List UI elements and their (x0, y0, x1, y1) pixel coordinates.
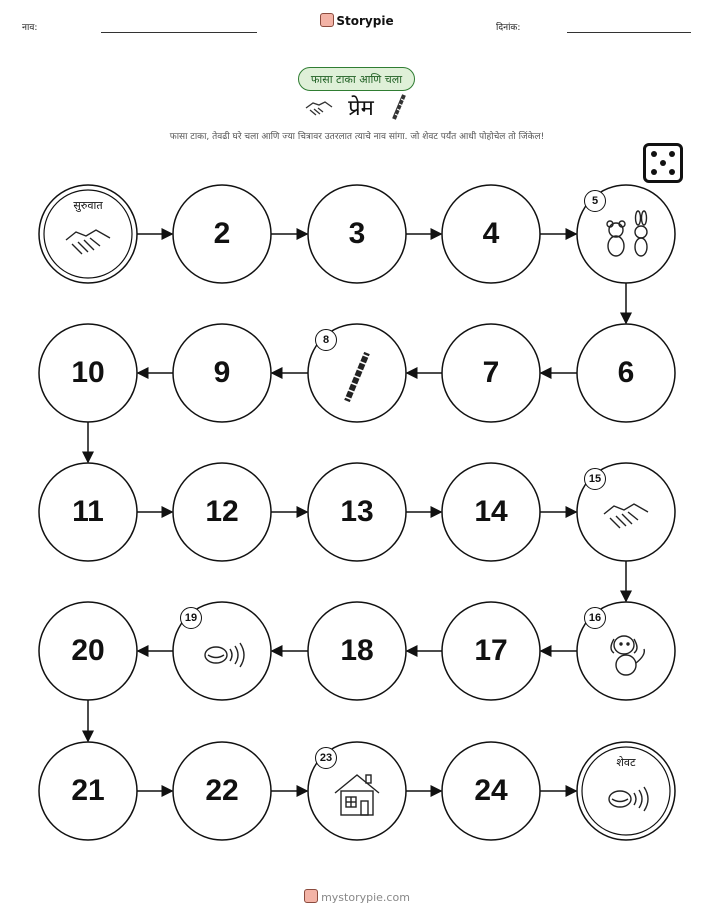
cell-number: 2 (213, 217, 231, 250)
cell-number: 3 (348, 217, 366, 250)
cell-number: 22 (205, 774, 239, 807)
cell-number: 12 (205, 495, 239, 528)
game-pill: फासा टाका आणि चला (298, 67, 415, 91)
cell-number-badge: 16 (584, 607, 606, 629)
cell-number: 24 (474, 774, 508, 807)
cell-number: 9 (213, 356, 231, 389)
end-label: शेवट (616, 756, 636, 769)
cell-number: 20 (71, 634, 105, 667)
cell-number: 4 (482, 217, 500, 250)
name-label: नाव: (22, 23, 38, 33)
cell-number: 14 (474, 495, 508, 528)
instructions: फासा टाका, तेवढी घरे चला आणि ज्या चित्रावर उतरलात त्याचे नाव सांगा. जो शेवट पर्यंत आधी पोहोचेल तो जिंकेल! (169, 132, 545, 142)
title-text: प्रेम (348, 96, 374, 121)
cell-number-badge: 23 (315, 747, 337, 769)
cell-number-badge: 19 (180, 607, 202, 629)
cell-number: 6 (617, 356, 635, 389)
date-label: दिनांक: (496, 23, 521, 33)
cell-number: 21 (71, 774, 105, 807)
cell-number: 10 (71, 356, 105, 389)
cell-number: 7 (482, 356, 500, 389)
cell-number-badge: 5 (584, 190, 606, 212)
cell-number: 11 (72, 495, 104, 528)
cell-number-badge: 15 (584, 468, 606, 490)
brand-name: Storypie (336, 14, 394, 28)
storypie-logo-icon (304, 889, 318, 903)
cell-number: 18 (340, 634, 374, 667)
start-label: सुरुवात (73, 199, 103, 212)
footer (0, 889, 714, 904)
cell-number: 17 (474, 634, 508, 667)
footer-site[interactable]: mystorypie.com (321, 891, 410, 904)
cell-number: 13 (340, 495, 374, 528)
cell-number-badge: 8 (315, 329, 337, 351)
